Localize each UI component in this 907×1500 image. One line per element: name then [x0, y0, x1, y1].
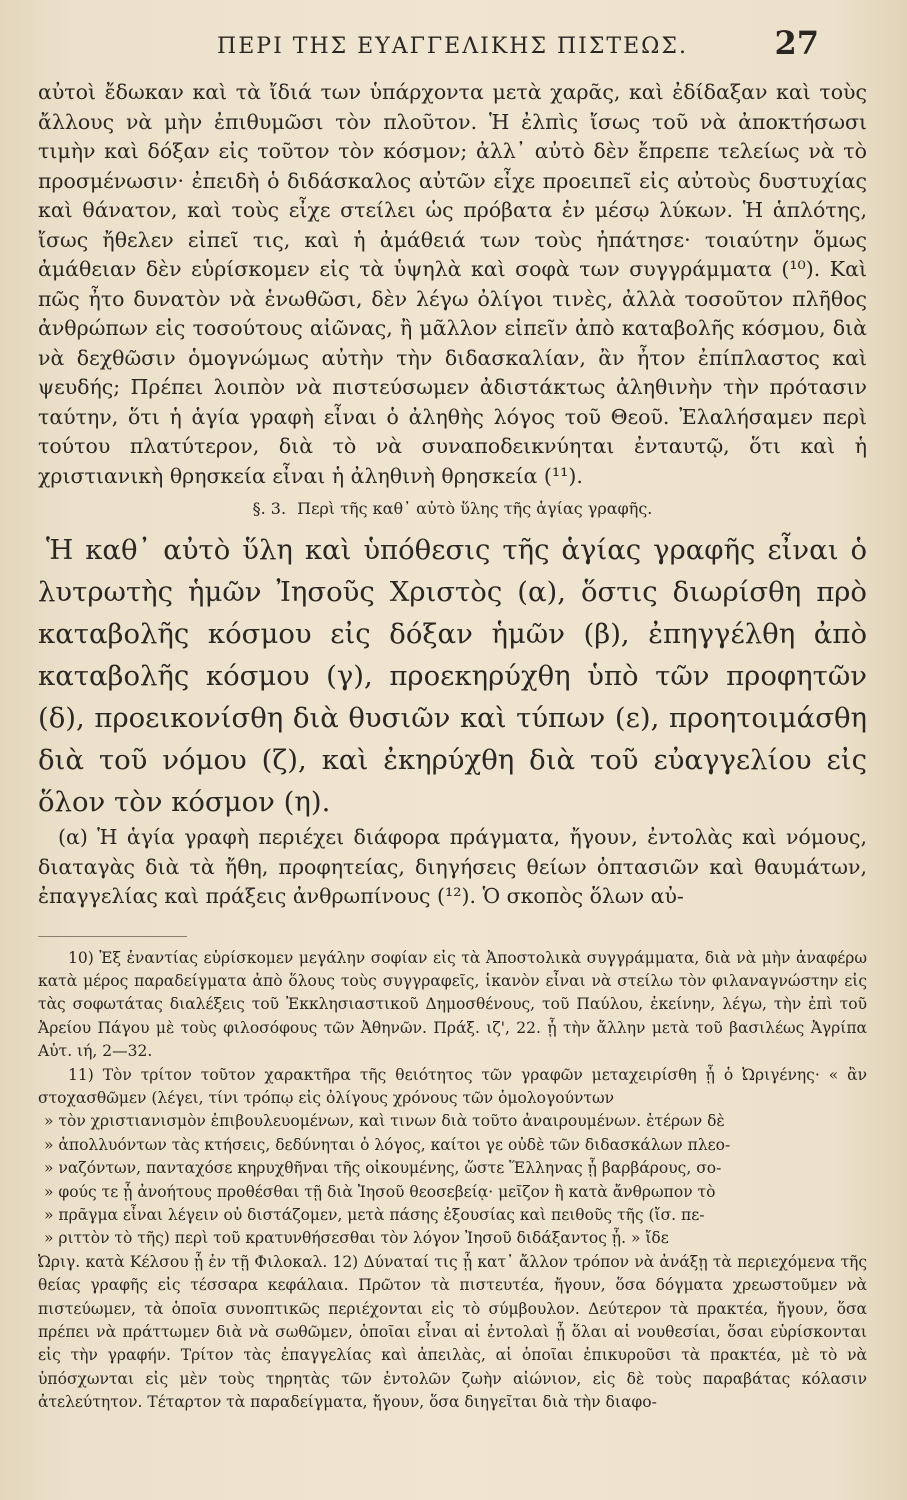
footnote-quote-line: » ριττὸν τὸ τῆς) περὶ τοῦ κρατυνθήσεσθαι τὸν λόγον Ἰησοῦ διδάξαντος ᾗ. » ἴδε [44, 1229, 669, 1248]
footnote-quote-line: » φούς τε ᾗ ἀνοήτους προθέσθαι τῇ διὰ Ἰησοῦ θεοσεβείᾳ· μεῖζον ἢ κατὰ ἄνθρωπον τὸ [44, 1182, 716, 1201]
running-head: ΠΕΡΙ ΤΗΣ ΕΥΑΓΓΕΛΙΚΗΣ ΠΙΣΤΕΩΣ. [217, 34, 688, 59]
page-number: 27 [774, 24, 819, 62]
footnote-12: Ὠριγ. κατὰ Κέλσου ᾗ ἐν τῇ Φιλοκαλ. 12) Δύναταί τις ᾗ κατ᾽ ἄλλον τρόπον νὰ ἀνάξῃ τὰ περιεχόμενα τῆς θείας γραφῆς εἰς τέσσαρα κεφάλαια. Πρῶτον τὰ πιστευτέα, ἤγουν, ὅσα δόγματα χρεωστοῦμεν νὰ πιστεύωμεν, τὰ ὁποῖα συνοπτικῶς περιέχονται εἰς τὸ σύμβουλον. Δεύτερον τὰ πρακτέα, ἤγουν, ὅσα πρέπει νὰ πράττωμεν διὰ νὰ σωθῶμεν, ὁποῖαι εἶναι αἱ ἐντολαὶ ᾗ ὅλαι αἱ νουθεσίαι, ὅσαι εὑρίσκονται εἰς τὴν γραφήν. Τρίτον τὰς ἐπαγγελίας καὶ ἀπειλὰς, αἱ ὁποῖαι ἐπικυροῦσι τὰ πρακτέα, μὲ τὸ νὰ ὑπόσχωνται εἰς μὲν τοὺς τηρητὰς τῶν ἐντολῶν ζωὴν αἰώνιον, εἰς δὲ τοὺς παραβάτας κόλασιν ἀτελεύτητον. Τέταρτον τὰ παραδείγματα, ἤγουν, ὅσα διηγεῖται διὰ τὴν διαφο- [38, 1252, 867, 1412]
footnote-11: 11) Τὸν τρίτον τοῦτον χαρακτῆρα τῆς θειότητος τῶν γραφῶν μεταχειρίσθη ᾗ ὁ Ὠριγένης· « ἂν στοχασθῶμεν (λέγει, τίνι τρόπῳ εἰς ὀλίγους χρόνους τῶν ὁμολογούντων [38, 1065, 867, 1107]
main-text [38, 78, 867, 912]
section-heading [38, 495, 867, 523]
body-paragraph: αὐτοὶ ἔδωκαν καὶ τὰ ἴδιά των ὑπάρχοντα μετὰ χαρᾶς, καὶ ἐδίδαξαν καὶ τοὺς ἄλλους νὰ μὴν ἐπιθυμῶσι τὸν πλοῦτον. Ἡ ἐλπὶς ἴσως τοῦ νὰ ἀποκτήσωσι τιμὴν καὶ δόξαν εἰς τοῦτον τὸν κόσμον; ἀλλ᾽ αὐτὸ δὲν ἔπρεπε τελείως νὰ τὸ προσμένωσιν· ἐπειδὴ ὁ διδάσκαλος αὐτῶν εἶχε προειπεῖ εἰς αὐτοὺς δυστυχίας καὶ θάνατον, καὶ τοὺς εἶχε στείλει ὡς πρόβατα ἐν μέσῳ λύκων. Ἡ ἁπλότης, ἴσως ἤθελεν εἰπεῖ τις, καὶ ἡ ἀμάθειά των τοὺς ἠπάτησε· τοιαύτην ὅμως ἀμάθειαν δὲν εὑρίσκομεν εἰς τὰ ὑψηλὰ καὶ σοφὰ των συγγράμματα (¹⁰). Καὶ πῶς ἦτο δυνατὸν νὰ ἑνωθῶσι, δὲν λέγω ὀλίγοι τινὲς, ἀλλὰ τοσοῦτον πλῆθος ἀνθρώπων εἰς τοσούτους αἰῶνας, ἢ μᾶλλον εἰπεῖν ἀπὸ καταβολῆς κόσμου, διὰ νὰ δεχθῶσιν ὁμογνώμως αὐτὴν τὴν διδασκαλίαν, ἂν ἦτον ἐπίπλαστος καὶ ψευδής; Πρέπει λοιπὸν νὰ πιστεύσωμεν ἀδιστάκτως ἀληθινὴν τὴν πρότασιν ταύτην, ὅτι ἡ ἁγία γραφὴ εἶναι ὁ ἀληθὴς λόγος τοῦ Θεοῦ. Ἐλαλήσαμεν περὶ τούτου πλατύτερον, διὰ τὸ νὰ συναποδεικνύηται ἐνταυτῷ, ὅτι καὶ ἡ χριστιανικὴ θρησκεία εἶναι ἡ ἀληθινὴ θρησκεία (¹¹). [38, 80, 867, 488]
lead-paragraph: Ἡ καθ᾽ αὐτὸ ὕλη καὶ ὑπόθεσις τῆς ἁγίας γραφῆς εἶναι ὁ λυτρωτὴς ἡμῶν Ἰησοῦς Χριστὸς (α), ὅστις διωρίσθη πρὸ καταβολῆς κόσμου εἰς δόξαν ἡμῶν (β), ἐπηγγέλθη ἀπὸ καταβολῆς κόσμου (γ), προεκηρύχθη ὑπὸ τῶν προφητῶν (δ), προεικονίσθη διὰ θυσιῶν καὶ τύπων (ε), προητοιμάσθη διὰ τοῦ νόμου (ζ), καὶ ἐκηρύχθη διὰ τοῦ εὐαγγελίου εἰς ὅλον τὸν κόσμον (η). [38, 534, 867, 818]
page-header [38, 22, 867, 78]
footnotes [38, 947, 867, 1415]
footnote-quote-line: » πρᾶγμα εἶναι λέγειν οὐ διστάζομεν, μετὰ πάσης ἐξουσίας καὶ πειθοῦς τῆς (ἴσ. πε- [44, 1205, 705, 1224]
footnote-10: 10) Ἐξ ἐναντίας εὑρίσκομεν μεγάλην σοφίαν εἰς τὰ Ἀποστολικὰ συγγράμματα, διὰ νὰ μὴν ἀναφέρω κατὰ μέρος παραδείγματα ἀπὸ ὅλους τοὺς συγγραφεῖς, ἱκανὸν εἶναι νὰ στείλω τὸν φιλαναγνώστην εἰς τὰς σοφωτάτας διαλέξεις τοῦ Ἐκκλησιαστικοῦ Δημοσθένους, τοῦ Παύλου, ἐκείνην, λέγω, τὴν ἐπὶ τοῦ Ἀρείου Πάγου μὲ τοὺς φιλοσόφους τῶν Ἀθηνῶν. Πράξ. ιζ', 22. ᾗ τὴν ἄλλην μετὰ τοῦ βασιλέως Ἀγρίπα Αὐτ. ιή, 2—32. [38, 948, 867, 1061]
footnote-divider [38, 936, 187, 937]
section-title: Περὶ τῆς καθ᾽ αὐτὸ ὕλης τῆς ἁγίας γραφῆς. [297, 499, 653, 518]
note-paragraph: (α) Ἡ ἁγία γραφὴ περιέχει διάφορα πράγματα, ἤγουν, ἐντολὰς καὶ νόμους, διαταγὰς διὰ τὰ ἤθη, προφητείας, διηγήσεις θείων ὀπτασιῶν καὶ θαυμάτων, ἐπαγγελίας καὶ πράξεις ἀνθρωπίνους (¹²). Ὁ σκοπὸς ὅλων αὐ- [38, 825, 867, 908]
footnote-quote-line: » ναζόντων, πανταχόσε κηρυχθῆναι τῆς οἰκουμένης, ὥστε Ἕλληνας ᾗ βαρβάρους, σο- [44, 1159, 722, 1178]
section-number: §. 3. [252, 499, 287, 518]
footnote-quote-line: » ἀπολλυόντων τὰς κτήσεις, δεδύνηται ὁ λόγος, καίτοι γε οὐδὲ τῶν διδασκάλων πλεο- [44, 1135, 731, 1154]
footnote-quote-line: » τὸν χριστιανισμὸν ἐπιβουλευομένων, καὶ τινων διὰ τοῦτο ἀναιρουμένων. ἑτέρων δὲ [44, 1112, 725, 1131]
